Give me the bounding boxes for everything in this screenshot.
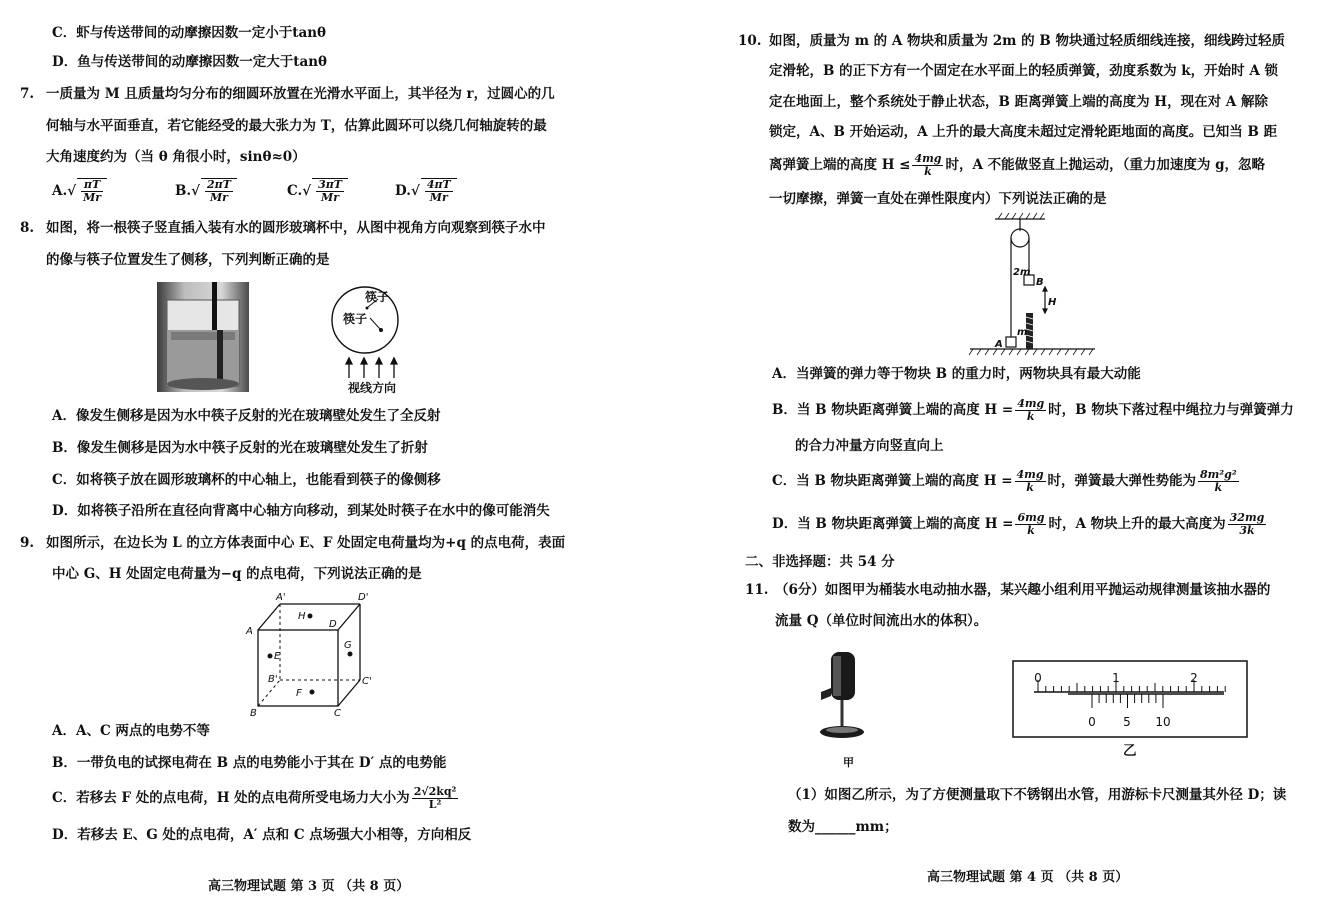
q10-option-c: C．当 B 物块距离弹簧上端的高度 H = $\frac{4mg}{k}$ 时，弹簧最大弹性势能为 $\frac{\text{8m²g²}}{k}$	[772, 468, 1237, 494]
label-e: E	[274, 651, 281, 662]
main-scale-label-0: 0	[1034, 671, 1042, 685]
q6-option-d: D．鱼与传送带间的动摩擦因数一定大于tanθ	[52, 54, 328, 70]
q10-option-b: B．当 B 物块距离弹簧上端的高度 H = $\frac{4mg}{k}$ 时，B 物块下落过程中绳拉力与弹簧弹力	[772, 397, 1294, 423]
chopstick-image-label: 筷子	[343, 312, 368, 326]
q11-sub1-line1: （1）如图乙所示，为了方便测量取下不锈钢出水管，用游标卡尺测量其外径 D；读	[788, 787, 1287, 803]
label-height-h: H	[1048, 297, 1057, 308]
q6-option-c: C．虾与传送带间的动摩擦因数一定小于tanθ	[52, 25, 327, 41]
label-m: m	[1017, 327, 1028, 338]
q10-stem-line2: 定滑轮，B 的正下方有一个固定在水平面上的轻质弹簧，劲度系数为 k，开始时 A 锁	[769, 63, 1279, 79]
q7-option-d: D.√ $\frac{4\pi T}{Mr}$	[395, 178, 457, 204]
q11-number: 11.	[745, 582, 769, 598]
page-footer-right: 高三物理试题 第 4 页 （共 8 页）	[927, 870, 1129, 885]
label-h: H	[298, 611, 306, 622]
q9-stem-line1: 如图所示，在边长为 L 的立方体表面中心 E、F 处固定电荷量均为+q 的点电荷，表面	[46, 535, 566, 551]
q8-option-b: B．像发生侧移是因为水中筷子反射的光在玻璃壁处发生了折射	[52, 440, 428, 456]
figure-jia-caption: 甲	[843, 756, 854, 769]
label-c-prime: C'	[362, 676, 372, 687]
vernier-label-10: 10	[1155, 715, 1171, 729]
q8-number: 8.	[20, 220, 35, 236]
label-a: A	[246, 626, 253, 637]
q10-option-d: D．当 B 物块距离弹簧上端的高度 H = $\frac{6mg}{k}$ 时，A 物块上升的最大高度为 $\frac{32mg}{3k}$	[772, 511, 1265, 537]
vernier-label-5: 5	[1123, 715, 1131, 729]
figure-yi-caption: 乙	[1123, 743, 1137, 759]
label-2m: 2m	[1013, 267, 1031, 278]
section-two-heading: 二、非选择题：共 54 分	[745, 554, 895, 570]
label-b-prime: B'	[268, 674, 278, 685]
q11-stem-line2: 流量 Q（单位时间流出水的体积）。	[775, 613, 988, 629]
q10-option-a: A．当弹簧的弹力等于物块 B 的重力时，两物块具有最大动能	[772, 366, 1141, 382]
exam-page-4	[665, 0, 1317, 900]
q11-stem-line1: （6分）如图甲为桶装水电动抽水器，某兴趣小组利用平抛运动规律测量该抽水器的	[775, 582, 1271, 598]
cube-diagram	[240, 590, 380, 720]
q9-option-d: D．若移去 E、G 处的点电荷，A′ 点和 C 点场强大小相等，方向相反	[52, 827, 472, 843]
q7-number: 7.	[20, 86, 35, 102]
label-a-block: A	[995, 339, 1003, 350]
vernier-label-0: 0	[1088, 715, 1096, 729]
sightline-arrows	[345, 358, 401, 378]
page-footer-left: 高三物理试题 第 3 页 （共 8 页）	[208, 879, 410, 894]
label-d: D	[329, 619, 337, 630]
q10-number: 10.	[738, 33, 762, 49]
q8-stem-line2: 的像与筷子位置发生了侧移，下列判断正确的是	[46, 252, 330, 268]
pulley-spring-diagram	[965, 213, 1105, 358]
label-b: B	[250, 708, 257, 719]
exam-page-3	[0, 0, 640, 900]
label-b-block: B	[1036, 277, 1044, 288]
q8-stem-line1: 如图，将一根筷子竖直插入装有水的圆形玻璃杯中，从图中视角方向观察到筷子水中	[46, 220, 546, 236]
q10-option-b-line2: 的合力冲量方向竖直向上	[795, 438, 944, 454]
q10-stem-line6: 一切摩擦，弹簧一直处在弹性限度内）下列说法正确的是	[769, 191, 1107, 207]
q7-stem-line2: 何轴与水平面垂直，若它能经受的最大张力为 T，估算此圆环可以绕几何轴旋转的最	[46, 118, 547, 134]
q9-option-a: A．A、C 两点的电势不等	[52, 723, 210, 739]
q9-number: 9.	[20, 535, 35, 551]
main-scale-label-2: 2	[1190, 671, 1198, 685]
q7-option-c: C.√ $\frac{3\pi T}{Mr}$	[287, 178, 348, 204]
q10-stem-line3: 定在地面上，整个系统处于静止状态，B 距离弹簧上端的高度为 H，现在对 A 解除	[769, 94, 1268, 110]
q8-option-a: A．像发生侧移是因为水中筷子反射的光在玻璃壁处发生了全反射	[52, 408, 441, 424]
label-c: C	[334, 708, 341, 719]
q7-stem-line3: 大角速度约为（当 θ 角很小时，sinθ≈0）	[46, 149, 306, 165]
q8-option-c: C．如将筷子放在圆形玻璃杯的中心轴上，也能看到筷子的像侧移	[52, 472, 441, 488]
q10-stem-line1: 如图，质量为 m 的 A 物块和质量为 2m 的 B 物块通过轻质细线连接，细线跨过轻质	[769, 33, 1285, 49]
q7-option-a: A.√ $\frac{\pi T}{Mr}$	[52, 178, 107, 204]
q9-stem-line2: 中心 G、H 处固定电荷量为−q 的点电荷，下列说法正确的是	[52, 566, 422, 582]
q9-option-c: C．若移去 F 处的点电荷，H 处的点电荷所受电场力大小为 $\frac{\text{2√2kq²}}{\text{L²}}$	[52, 785, 457, 811]
glass-photo	[157, 282, 249, 392]
label-d-prime: D'	[358, 592, 369, 603]
q11-sub1-line2: 数为______mm；	[788, 819, 898, 835]
q10-stem-line4: 锁定，A、B 开始运动，A 上升的最大高度未超过定滑轮距地面的高度。已知当 B 距	[769, 124, 1278, 140]
q8-option-d: D．如将筷子沿所在直径向背离中心轴方向移动，到某处时筷子在水中的像可能消失	[52, 503, 550, 519]
chopstick-label: 筷子	[365, 290, 390, 304]
label-f: F	[296, 688, 302, 699]
vernier-caliper-diagram	[1012, 660, 1248, 738]
sightline-caption: 视线方向	[348, 381, 397, 395]
q10-stem-line5: 离弹簧上端的高度 H ≤ $\frac{4mg}{k}$ 时，A 不能做竖直上抛运动，（重力加速度为 g，忽略	[769, 152, 1266, 178]
main-scale-label-1: 1	[1112, 671, 1120, 685]
q7-option-b: B.√ $\frac{2\pi T}{Mr}$	[175, 178, 237, 204]
q9-option-b: B．一带负电的试探电荷在 B 点的电势能小于其在 D′ 点的电势能	[52, 755, 447, 771]
label-a-prime: A'	[276, 592, 286, 603]
water-pump-photo	[815, 648, 875, 748]
label-g: G	[344, 640, 352, 651]
q7-stem-line1: 一质量为 M 且质量均匀分布的细圆环放置在光滑水平面上，其半径为 r，过圆心的几	[46, 86, 555, 102]
